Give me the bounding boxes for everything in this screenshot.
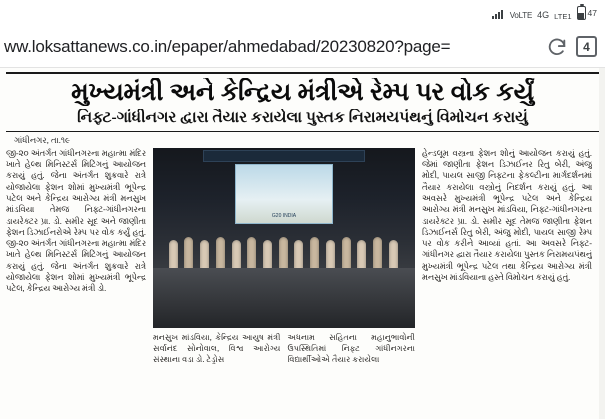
article-columns xyxy=(6,148,599,373)
network-type-label: 4G xyxy=(537,10,550,20)
photo-caption xyxy=(153,332,415,365)
battery-indicator xyxy=(577,6,597,20)
volte-label: VoLTE xyxy=(509,11,533,20)
photo-led-screen xyxy=(235,164,333,224)
browser-toolbar xyxy=(0,26,605,68)
article-column-center xyxy=(153,148,415,373)
page-gutter xyxy=(599,68,605,419)
signal-icon xyxy=(492,8,505,20)
battery-percent-label: 47 xyxy=(587,7,597,18)
url-input[interactable]: ww.loksattanews.co.in/epaper/ahmedabad/20230820?page= xyxy=(4,36,451,56)
epaper-page[interactable] xyxy=(0,68,605,419)
status-icons xyxy=(492,6,597,20)
photo-screen-text: G20 INDIA xyxy=(271,212,297,219)
article-column-left: જી-૨૦ અંતર્ગત ગાંધીનગરના મહાત્મા મંદિર ખાતે હેલ્થ મિનિસ્ટર્સ મિટિંગનું આયોજન કરાયું હતું. જેના અંતર્ગત શુક્રવારે રાત્રે યોજાયેલા ફેશન શોમાં મુખ્યમંત્રી ભૂપેન્દ્ર પટેલ અને કેન્દ્રિય આરોગ્ય મંત્રી મનસુખ માંડવિયા તેમજ નિફ્ટ-ગાંધીનગરના ડાયરેક્ટર પ્રા. ડો. સમીર સૂદ અને જાણીતા ફેશન ડિઝાઈનરોએ રેમ્પ પર વોક કર્યું હતું. જી-૨૦ અંતર્ગત ગાંધીનગરના મહાત્મા મંદિર ખાતે હેલ્થ મિનિસ્ટર્સ મિટિંગનું આયોજન કરાયું હતું. જેના અંતર્ગત શુક્રવારે રાત્રે યોજાયેલા ફેશન શોમાં મુખ્યમંત્રી ભૂપેન્દ્ર પટેલ, કેન્દ્રિય આરોગ્ય મંત્રી ડો. xyxy=(6,148,146,294)
headline-divider xyxy=(6,131,599,132)
photo-stage-floor xyxy=(153,268,415,328)
article-subheadline: નિફ્ટ-ગાંધીનગર દ્વારા તૈયાર કરાયેલા પુસ્તક નિરામયપંથનું વિમોચન કરાયું xyxy=(77,109,528,126)
photo-caption-right: અધનામ સહિતના મહાનુભાવોની ઉપસ્થિતિમાં નિફ્ટ ગાંધીનગરના વિદ્યાર્થીઓએ તૈયાર કરાયેલા xyxy=(287,332,415,364)
article-dateline: ગાંધીનગર, તા.૧૯ xyxy=(14,134,71,145)
photo-caption-left: મનસુખ માંડવિયા, કેન્દ્રિય આયુષ મંત્રી સર્વાનંદ સોનોવાલ, વિશ્વ આરોગ્ય સંસ્થાના વડા ડો. ટેડ્રોસ xyxy=(153,332,281,364)
stage-photo xyxy=(153,148,415,328)
reload-icon[interactable] xyxy=(546,36,568,58)
lte-label: LTE1 xyxy=(554,11,572,21)
photo-backdrop-banner xyxy=(203,150,365,162)
tab-counter-button[interactable]: 4 xyxy=(576,36,597,57)
top-divider xyxy=(6,72,599,74)
status-bar xyxy=(0,0,605,26)
sim-status xyxy=(554,13,571,21)
article-headline: મુખ્યમંત્રી અને કેન્દ્રિય મંત્રીએ રેમ્પ પર વોક કર્યું xyxy=(71,78,534,106)
battery-icon xyxy=(577,6,586,20)
article-column-right: હેન્ડલૂમ વસ્ત્રના ફેશન શોનું આયોજન કરાયું હતું. જેમાં જાણીતા ફેશન ડિઝાઈનર રિતુ બેરી, અંજુ મોદી, પાયલ સાજી નિફ્ટના ફેકલ્ટીના માર્ગદર્શનમાં તૈયાર કરાયેલા વસ્ત્રોનું નિદર્શન કરાયું હતું. આ અવસરે મુખ્યમંત્રી ભૂપેન્દ્ર પટેલ અને કેન્દ્રિય આરોગ્ય મંત્રી મનસુખ માંડવિયા, નિફ્ટ-ગાંધીનગરના ડાયરેક્ટર પ્રા. ડો. સમીર સૂદ તેમજ જાણીતા ફેશન ડિઝાઈનર્સ રિતુ બેરી, અંજુ મોદી, પાયલ સાજી રેમ્પ પર વોક કરીને આવ્યાં હતાં. આ અવસરે નિફ્ટ-ગાંધીનગર દ્વારા તૈયાર કરાયેલા પુસ્તક નિરામયપંથનું મુખ્યમંત્રી ભૂપેન્દ્ર પટેલ તથા કેન્દ્રિય આરોગ્ય મંત્રી મનસુખ માંડવિયાના હસ્તે વિમોચન કરાયું હતું. xyxy=(422,148,592,282)
